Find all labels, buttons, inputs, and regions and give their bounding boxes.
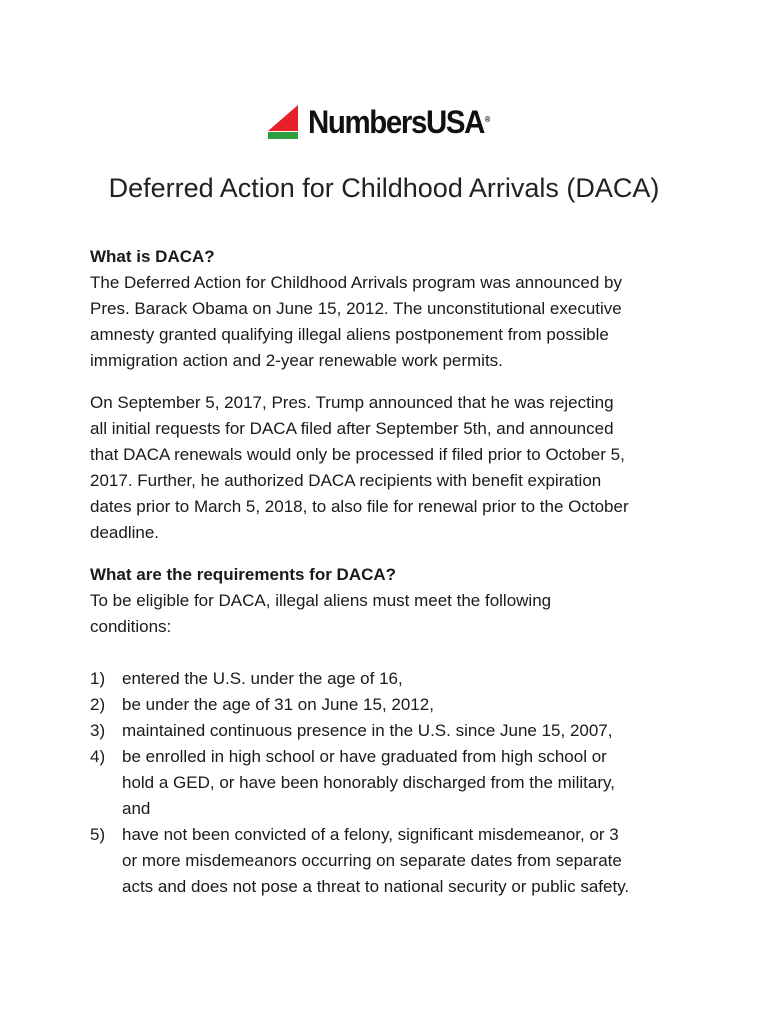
paragraph-line: To be eligible for DACA, illegal aliens must meet the following <box>90 591 552 610</box>
list-item-number: 5) <box>90 825 106 844</box>
paragraph-what-is-daca <box>90 270 690 374</box>
list-item-line: acts and does not pose a threat to national security or public safety. <box>122 877 630 896</box>
paragraph-line: immigration action and 2-year renewable work permits. <box>90 351 503 370</box>
paragraph-line: that DACA renewals would only be processed if filed prior to October 5, <box>90 445 625 464</box>
list-item <box>90 718 690 744</box>
list-item-line: be enrolled in high school or have graduated from high school or <box>122 747 607 766</box>
numbersusa-logo <box>268 103 508 139</box>
logo-triangle-green <box>268 132 298 139</box>
paragraph-line: Pres. Barack Obama on June 15, 2012. The unconstitutional executive <box>90 299 622 318</box>
list-item-line: maintained continuous presence in the U.S. since June 15, 2007, <box>122 721 613 740</box>
list-item-text <box>122 822 690 900</box>
list-item-text <box>122 718 690 744</box>
list-item-line: or more misdemeanors occurring on separate dates from separate <box>122 851 622 870</box>
list-item-line: entered the U.S. under the age of 16, <box>122 669 403 688</box>
list-item-text <box>122 744 690 822</box>
paragraph-line: The Deferred Action for Childhood Arrivals program was announced by <box>90 273 623 292</box>
list-item-line: and <box>122 799 151 818</box>
list-item-number: 1) <box>90 669 106 688</box>
logo-triangle-red <box>268 105 298 131</box>
paragraph-line: deadline. <box>90 523 160 542</box>
list-item <box>90 692 690 718</box>
list-item-number: 2) <box>90 695 106 714</box>
document-body <box>90 244 690 900</box>
logo-wordmark <box>308 105 489 139</box>
list-item <box>90 822 690 900</box>
paragraph-line: dates prior to March 5, 2018, to also file for renewal prior to the October <box>90 497 629 516</box>
list-item-line: hold a GED, or have been honorably discharged from the military, <box>122 773 615 792</box>
heading-what-is-daca: What is DACA? <box>90 247 215 266</box>
document-title: Deferred Action for Childhood Arrivals (DACA) <box>108 173 660 203</box>
requirements-list <box>90 666 690 900</box>
paragraph-line: all initial requests for DACA filed after September 5th, and announced <box>90 419 614 438</box>
list-item-text <box>122 692 690 718</box>
list-item <box>90 666 690 692</box>
paragraph-line: conditions: <box>90 617 172 636</box>
list-item-text <box>122 666 690 692</box>
list-item-line: be under the age of 31 on June 15, 2012, <box>122 695 434 714</box>
list-item-line: have not been convicted of a felony, significant misdemeanor, or 3 <box>122 825 619 844</box>
list-item-number: 3) <box>90 721 106 740</box>
logo-registered-mark: ® <box>484 115 489 124</box>
paragraph-line: amnesty granted qualifying illegal aliens postponement from possible <box>90 325 609 344</box>
paragraph-trump-announcement <box>90 390 690 546</box>
paragraph-requirements-intro <box>90 588 690 640</box>
list-item-number: 4) <box>90 747 106 766</box>
heading-requirements: What are the requirements for DACA? <box>90 565 397 584</box>
paragraph-line: 2017. Further, he authorized DACA recipients with benefit expiration <box>90 471 602 490</box>
paragraph-line: On September 5, 2017, Pres. Trump announced that he was rejecting <box>90 393 614 412</box>
logo-triangle-icon <box>268 105 310 139</box>
list-item <box>90 744 690 822</box>
logo-brand-text: NumbersUSA <box>308 104 484 140</box>
